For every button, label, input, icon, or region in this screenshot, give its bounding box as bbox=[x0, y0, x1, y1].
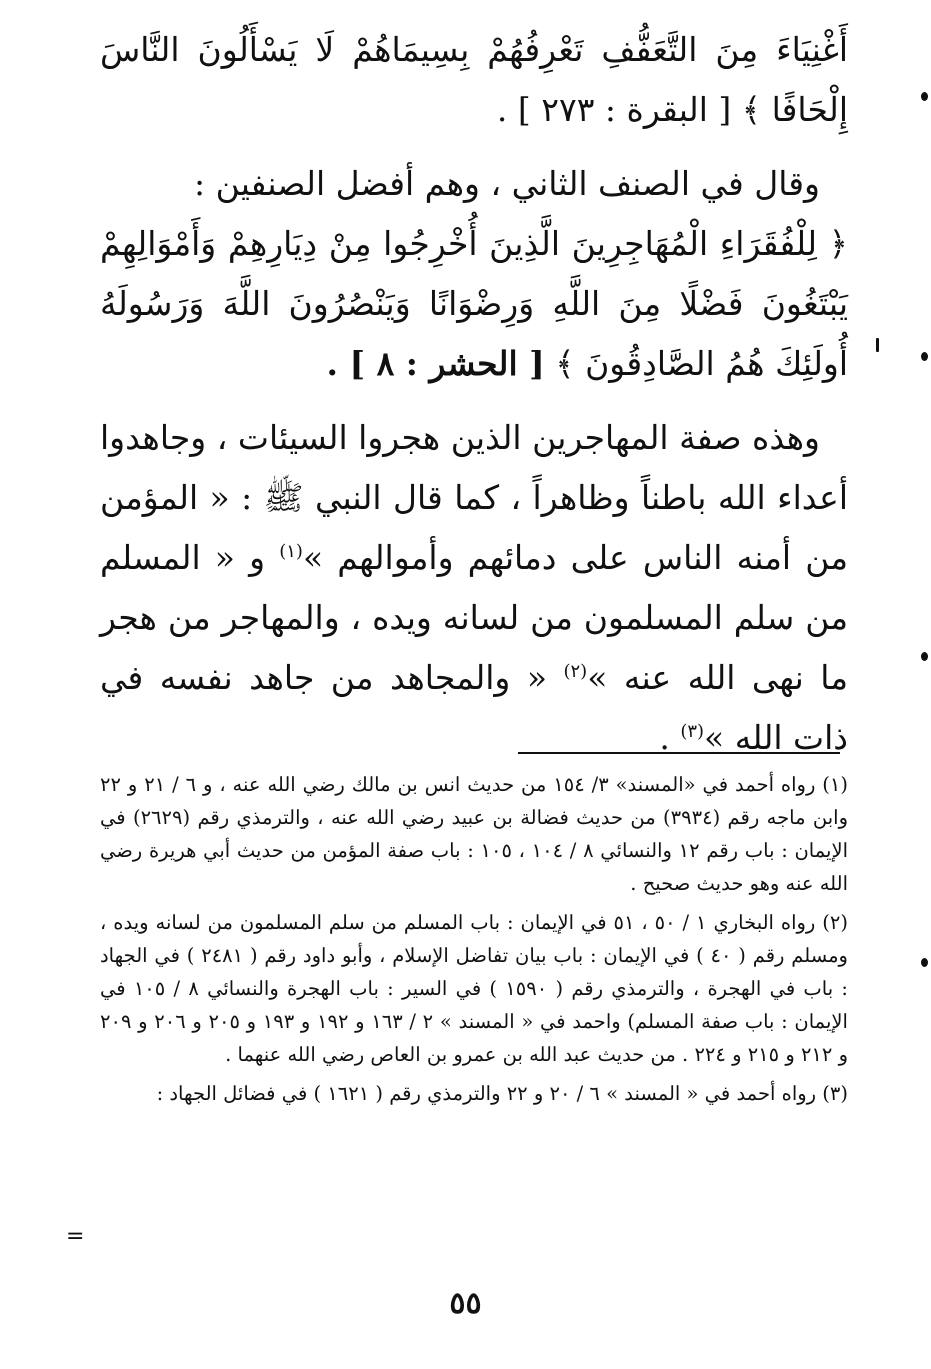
continuation-mark: = bbox=[66, 1224, 85, 1249]
footnote-ref-1[interactable]: (١) bbox=[279, 541, 303, 562]
footnote-1: (١) رواه أحمد في «المسند» ٣/ ١٥٤ من حديث انس بن مالك رضي الله عنه ، و ٦ / ٢١ و ٢٢ وابن ماجه رقم (٣٩٣٤) من حديث فضالة بن عبيد رضي الله عنه ، والترمذي رقم (٢٦٢٩) في الإيمان : باب رقم ١٢ والنسائي ٨ / ١٠٤ ، ١٠٥ : باب صفة المؤمن من حديث أبي هريرة رضي الله عنه وهو حديث صحيح . bbox=[100, 773, 849, 895]
verse-hashr-text: ﴿ لِلْفُقَرَاءِ الْمُهَاجِرِينَ الَّذِينَ أُخْرِجُوا مِنْ دِيَارِهِمْ وَأَمْوَالِهِمْ يَبْتَغُونَ فَضْلًا مِنَ اللَّهِ وَرِضْوَانًا وَيَنْصُرُونَ اللَّهَ وَرَسُولَهُ أُولَئِكَ هُمُ الصَّادِقُونَ ﴾ bbox=[100, 224, 849, 383]
paragraph-part-3: « والمجاهد من جاهد نفسه في ذات الله » bbox=[100, 658, 848, 757]
footnote-ref-3[interactable]: (٣) bbox=[680, 721, 705, 742]
scan-mark bbox=[921, 92, 928, 101]
page-number: ٥٥ bbox=[449, 1286, 482, 1321]
verse-continuation: أَغْنِيَاءَ مِنَ التَّعَفُّفِ تَعْرِفُهُمْ بِسِيمَاهُمْ لَا يَسْأَلُونَ النَّاسَ إِلْحَافًا ﴾ [ البقرة : ٢٧٣ ] . bbox=[100, 30, 848, 129]
paragraph-end: . bbox=[659, 718, 681, 757]
paragraph-part-2: و « المسلم من سلم المسلمون من لسانه ويده ، والمهاجر من هجر ما نهى الله عنه » bbox=[100, 538, 848, 697]
footnote-separator bbox=[518, 752, 840, 754]
scan-mark bbox=[876, 338, 879, 352]
muhajirin-paragraph bbox=[100, 408, 848, 768]
main-text bbox=[100, 20, 848, 768]
footnote-2: (٢) رواه البخاري ١ / ٥٠ ، ٥١ في الإيمان : باب المسلم من سلم المسلمون من لسانه ويده ، ومسلم رقم ( ٤٠ ) في الإيمان : باب بيان تفاضل الإسلام ، وأبو داود رقم ( ٢٤٨١ ) في الجهاد : باب في الهجرة ، والترمذي رقم ( ١٥٩٠ ) في السير : باب الهجرة والنسائي ٨ / ١٠٥ في الإيمان : باب صفة المسلم) واحمد في « المسند » ٢ / ١٦٣ و ١٩٢ و ١٩٣ و ٢٠٥ و ٢٠٦ و ٢٠٩ و ٢١٢ و ٢١٥ و ٢٢٤ . من حديث عبد الله بن عمرو بن العاص رضي الله عنهما . bbox=[100, 911, 848, 1066]
scan-mark bbox=[921, 958, 928, 967]
scan-mark bbox=[921, 652, 928, 661]
footnotes bbox=[100, 768, 848, 1116]
verse-hashr bbox=[100, 214, 848, 394]
verse-hashr-reference: [ الحشر : ٨ ] . bbox=[326, 344, 545, 383]
paragraph-part-1: وهذه صفة المهاجرين الذين هجروا السيئات ، وجاهدوا أعداء الله باطناً وظاهراً ، كما قال النبي ﷺ : « المؤمن من أمنه الناس على دمائهم وأموالهم » bbox=[100, 418, 848, 577]
scan-mark bbox=[921, 352, 928, 361]
footnote-ref-2[interactable]: (٢) bbox=[563, 661, 588, 682]
second-category-intro: وقال في الصنف الثاني ، وهم أفضل الصنفين : bbox=[193, 164, 820, 203]
footnote-3: (٣) رواه أحمد في « المسند » ٦ / ٢٠ و ٢٢ والترمذي رقم ( ١٦٢١ ) في فضائل الجهاد : bbox=[156, 1082, 848, 1105]
